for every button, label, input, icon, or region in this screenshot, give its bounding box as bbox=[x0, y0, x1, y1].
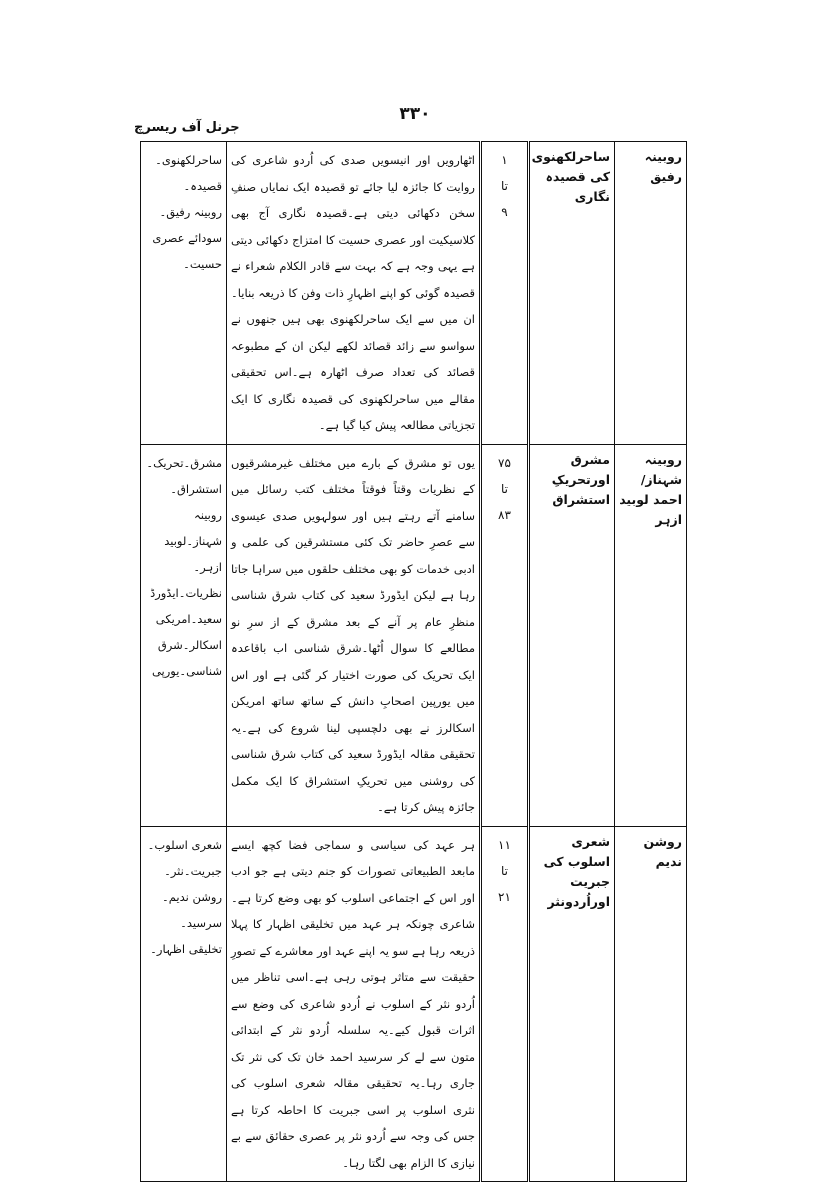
page-to: تا bbox=[501, 863, 508, 878]
page-end: ۸۳ bbox=[498, 507, 511, 522]
table-row bbox=[141, 444, 687, 826]
pages-cell bbox=[481, 826, 529, 1182]
journal-running-head: جرنل آف ریسرچ bbox=[134, 120, 240, 135]
keyword: شناسی۔یورپی bbox=[151, 663, 222, 678]
keyword: استشراق۔روبینہ bbox=[170, 481, 222, 522]
pages-cell bbox=[481, 444, 529, 826]
page-end: ۹ bbox=[501, 205, 508, 219]
page-start: ۱۱ bbox=[498, 837, 511, 852]
article-index-table bbox=[140, 141, 687, 1182]
keyword: سودائے عصری bbox=[152, 231, 222, 245]
page-start: ۷۵ bbox=[498, 455, 511, 470]
author-cell: روشن ندیم bbox=[615, 826, 687, 1182]
title-cell: شعری اسلوب کی جبریت اوراُردونثر bbox=[529, 826, 615, 1182]
table-row bbox=[141, 142, 687, 445]
keywords-cell bbox=[141, 142, 227, 445]
keyword: اسکالر۔شرق bbox=[157, 637, 222, 652]
keyword: جبریت۔نثر۔ bbox=[164, 863, 222, 878]
title-cell: مشرق اورتحریکِ استشراق bbox=[529, 444, 615, 826]
abstract-cell: یوں تو مشرق کے بارے میں مختلف غیرمشرقیوں کے نظریات وقتاً فوقتاً مختلف کتب رسائل میں سامنے آتے رہتے ہیں اور سولہویں صدی عیسوی سے عصرِ حاضر تک کئی مستشرقین کی علمی و ادبی خدمات کو بھی مختلف حلقوں میں سراہا جاتا رہا ہے لیکن ایڈورڈ سعید کی کتاب شرق شناسی منظرِ عام پر آنے کے بعد مشرق کے از سرِ نو مطالعے کا سوال اُٹھا۔شرق شناسی اب باقاعدہ ایک تحریک کی صورت اختیار کر گئی ہے اور اس میں یورپین اصحابِ دانش کے ساتھ ساتھ امریکن اسکالرز نے بھی دلچسپی لینا شروع کی ہے۔یہ تحقیقی مقالہ ایڈورڈ سعید کی کتاب شرق شناسی کی روشنی میں تحریکِ استشراق کا ایک مکمل جائزہ پیش کرتا ہے۔ bbox=[227, 444, 481, 826]
keyword: سعید۔امریکی bbox=[155, 611, 222, 626]
abstract-cell: اٹھارویں اور انیسویں صدی کی اُردو شاعری کی روایت کا جائزہ لیا جائے تو قصیدہ ایک نمایاں صنفِ سخن دکھائی دیتی ہے۔قصیدہ نگاری آج بھی کلاسیکیت اور عصری حسیت کا امتزاج دکھائی دیتی ہے یہی وجہ ہے کہ بہت سے قادر الکلام شعراء نے قصیدہ گوئی کو اپنے اظہارِ ذات وفن کا ذریعہ بنایا۔ان میں سے ایک ساحرلکھنوی بھی ہیں جنھوں نے سواسو سے زائد قصائد لکھے لیکن ان کے مطبوعہ قصائد کی تعداد صرف اٹھارہ ہے۔اس تحقیقی مقالے میں ساحرلکھنوی کی قصیدہ نگاری کا ایک تجزیاتی مطالعہ پیش کیا گیا ہے۔ bbox=[227, 142, 481, 445]
keywords-cell bbox=[141, 826, 227, 1182]
keyword: ساحرلکھنوی۔ bbox=[155, 153, 222, 167]
keyword: شہناز۔لوبید ازہر۔ bbox=[164, 533, 222, 574]
keyword: شعری اسلوب۔ bbox=[147, 837, 222, 852]
pages-cell bbox=[481, 142, 529, 445]
keyword: قصیدہ۔ bbox=[183, 179, 222, 193]
abstract-cell: ہر عہد کی سیاسی و سماجی فضا کچھ ایسے مابعد الطبیعاتی تصورات کو جنم دیتی ہے جو ادب اور اس کے اجتماعی اسلوب کو بھی وضع کرتا ہے۔شاعری چونکہ ہر عہد میں تخلیقی اظہار کا پہلا ذریعہ رہا ہے سو یہ اپنے عہد اور معاشرے کے تصورِ حقیقت سے متاثر ہوتی رہی ہے۔اسی تناظر میں اُردو نثر کے اسلوب نے اُردو شاعری کی وضع سے اثرات قبول کیے۔یہ سلسلہ اُردو نثر کے ابتدائی متون سے لے کر سرسید احمد خان تک کی نثر تک جاری رہا۔یہ تحقیقی مقالہ شعری اسلوب کی نثری اسلوب پر اسی جبریت کا احاطہ کرتا ہے جس کی وجہ سے اُردو نثر پر عصری حقائق سے بے نیازی کا الزام بھی لگتا رہا۔ bbox=[227, 826, 481, 1182]
page-to: تا bbox=[501, 179, 508, 193]
keyword: سرسید۔ bbox=[180, 915, 222, 930]
page-end: ۲۱ bbox=[498, 889, 511, 904]
page-number: ۳۳۰ bbox=[399, 104, 431, 124]
keyword: حسیت۔ bbox=[183, 257, 222, 271]
title-cell: ساحرلکھنوی کی قصیدہ نگاری bbox=[529, 142, 615, 445]
table-row bbox=[141, 826, 687, 1182]
page-to: تا bbox=[501, 481, 508, 496]
keyword: روبینہ رفیق۔ bbox=[159, 205, 222, 219]
keyword: نظریات۔ایڈورڈ bbox=[150, 585, 222, 600]
author-cell: روبینہ شہناز/احمد لوبید ازہر bbox=[615, 444, 687, 826]
keyword: مشرق۔تحریک۔ bbox=[146, 455, 222, 470]
keyword: تخلیقی اظہار۔ bbox=[150, 941, 222, 956]
author-cell: روبینہ رفیق bbox=[615, 142, 687, 445]
keyword: روشن ندیم۔ bbox=[162, 889, 222, 904]
page-start: ۱ bbox=[501, 153, 508, 167]
keywords-cell bbox=[141, 444, 227, 826]
